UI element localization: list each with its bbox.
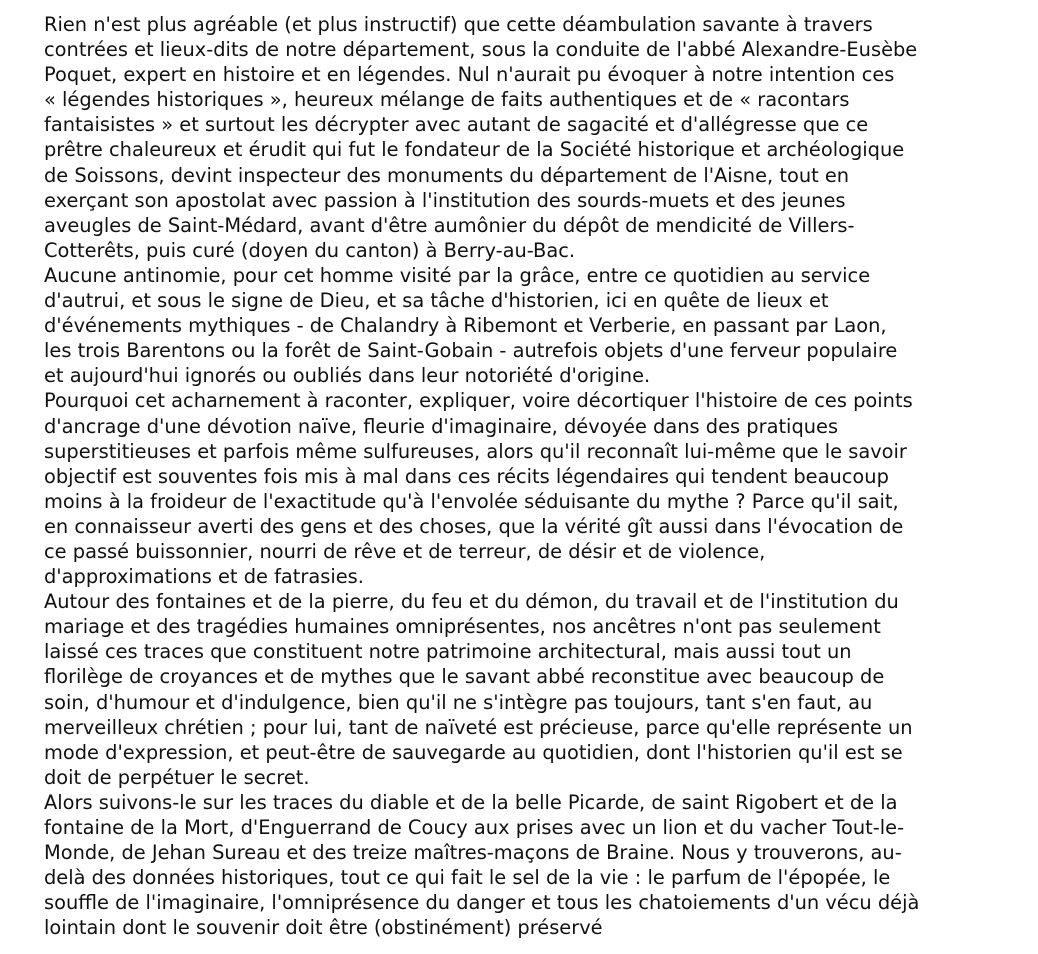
text-line: Alors suivons-le sur les traces du diable et de la belle Picarde, de saint Rigobert et de la — [44, 790, 898, 814]
text-line: exerçant son apostolat avec passion à l'institution des sourds-muets et des jeunes — [44, 188, 846, 212]
text-line: les trois Barentons ou la forêt de Saint-Gobain - autrefois objets d'une ferveur populaire — [44, 339, 898, 363]
text-line: d'événements mythiques - de Chalandry à Ribemont et Verberie, en passant par Laon, — [44, 314, 887, 338]
text-line: Monde, de Jehan Sureau et des treize maîtres-maçons de Braine. Nous y trouverons, au- — [44, 841, 902, 865]
text-line: Aucune antinomie, pour cet homme visité par la grâce, entre ce quotidien au service — [44, 263, 871, 287]
text-line: en connaisseur averti des gens et des choses, que la vérité gît aussi dans l'évocation de — [44, 514, 904, 538]
text-line: florilège de croyances et de mythes que le savant abbé reconstitue avec beaucoup de — [44, 665, 885, 689]
paragraph — [44, 12, 1024, 263]
text-line: mariage et des tragédies humaines omniprésentes, nos ancêtres n'ont pas seulement — [44, 615, 881, 639]
text-line: Cotterêts, puis curé (doyen du canton) à Berry-au-Bac. — [44, 238, 576, 262]
text-line: Rien n'est plus agréable (et plus instructif) que cette déambulation savante à travers — [44, 13, 873, 36]
text-line: moins à la froideur de l'exactitude qu'à l'envolée séduisante du mythe ? Parce qu'il sait, — [44, 489, 899, 513]
text-line: « légendes historiques », heureux mélange de faits authentiques et de « racontars — [44, 88, 850, 112]
text-line: contrées et lieux-dits de notre département, sous la conduite de l'abbé Alexandre-Eusèbe — [44, 38, 918, 62]
text-line: objectif est souventes fois mis à mal dans ces récits légendaires qui tendent beaucoup — [44, 464, 889, 488]
text-line: delà des données historiques, tout ce qui fait le sel de la vie : le parfum de l'épopée, le — [44, 866, 891, 890]
document-body — [44, 12, 1024, 940]
text-line: d'ancrage d'une dévotion naïve, fleurie d'imaginaire, dévoyée dans des pratiques — [44, 414, 839, 438]
text-line: Poquet, expert en histoire et en légendes. Nul n'aurait pu évoquer à notre intention ces — [44, 63, 895, 87]
text-line: mode d'expression, et peut-être de sauvegarde au quotidien, dont l'historien qu'il est se — [44, 740, 903, 764]
text-line: prêtre chaleureux et érudit qui fut le fondateur de la Société historique et archéologique — [44, 138, 905, 162]
paragraph — [44, 589, 1024, 790]
text-line: souffle de l'imaginaire, l'omniprésence du danger et tous les chatoiements d'un vécu déjà — [44, 891, 920, 915]
text-line: Autour des fontaines et de la pierre, du feu et du démon, du travail et de l'institution du — [44, 590, 899, 614]
text-line: fontaine de la Mort, d'Enguerrand de Coucy aux prises avec un lion et du vacher Tout-le- — [44, 816, 905, 839]
text-line: doit de perpétuer le secret. — [44, 765, 310, 789]
paragraph — [44, 263, 1024, 388]
text-line: lointain dont le souvenir doit être (obstinément) préservé — [44, 916, 603, 940]
text-line: soin, d'humour et d'indulgence, bien qu'il ne s'intègre pas toujours, tant s'en faut, au — [44, 690, 873, 714]
text-line: aveugles de Saint-Médard, avant d'être aumônier du dépôt de mendicité de Villers- — [44, 213, 855, 237]
text-line: et aujourd'hui ignorés ou oubliés dans leur notoriété d'origine. — [44, 364, 651, 388]
text-line: d'autrui, et sous le signe de Dieu, et sa tâche d'historien, ici en quête de lieux et — [44, 289, 829, 313]
paragraph — [44, 388, 1024, 589]
text-line: d'approximations et de fatrasies. — [44, 565, 364, 589]
text-line: ce passé buissonnier, nourri de rêve et de terreur, de désir et de violence, — [44, 539, 766, 563]
paragraph — [44, 790, 1024, 941]
text-line: fantaisistes » et surtout les décrypter avec autant de sagacité et d'allégresse que ce — [44, 113, 869, 137]
text-line: superstitieuses et parfois même sulfureuses, alors qu'il reconnaît lui-même que le savoir — [44, 439, 907, 463]
text-line: merveilleux chrétien ; pour lui, tant de naïveté est précieuse, parce qu'elle représente un — [44, 715, 913, 739]
text-line: Pourquoi cet acharnement à raconter, expliquer, voire décortiquer l'histoire de ces points — [44, 389, 913, 413]
text-line: laissé ces traces que constituent notre patrimoine architectural, mais aussi tout un — [44, 640, 852, 664]
text-line: de Soissons, devint inspecteur des monuments du département de l'Aisne, tout en — [44, 163, 850, 187]
